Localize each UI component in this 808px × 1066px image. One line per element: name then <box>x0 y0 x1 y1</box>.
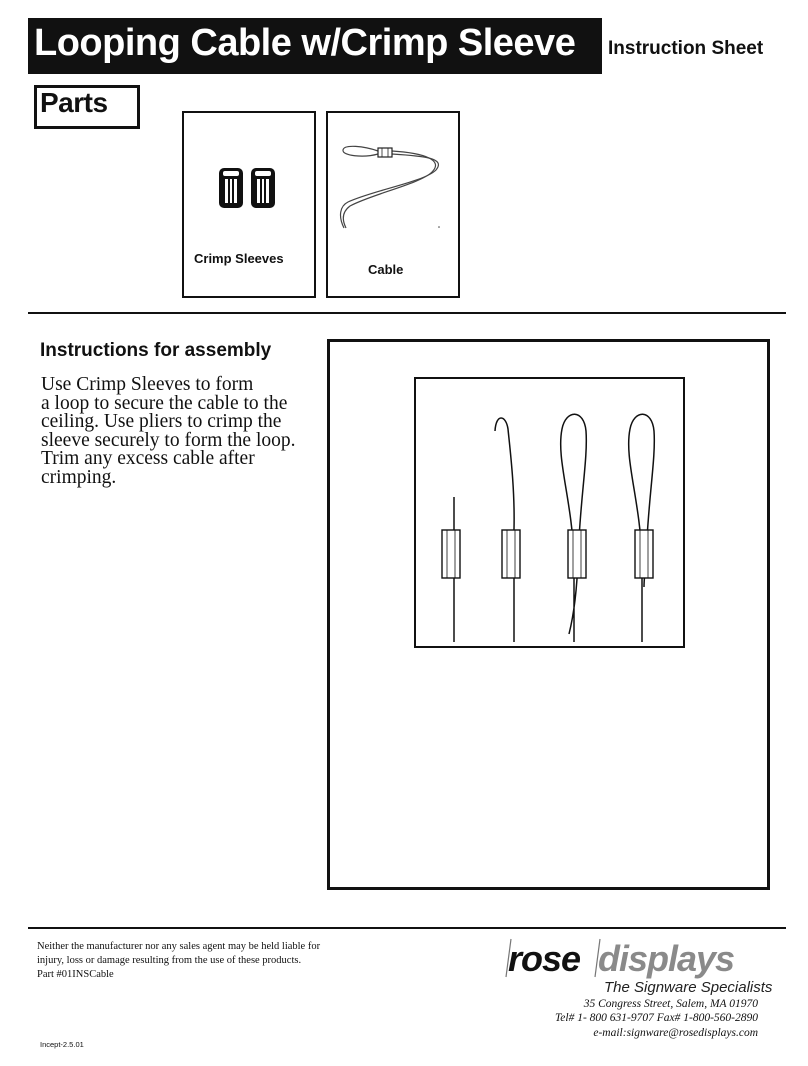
instruction-line: Trim any excess cable after <box>41 448 255 469</box>
instruction-line: crimping. <box>41 466 117 488</box>
rose-displays-logo <box>498 935 760 979</box>
instruction-line: ceiling. Use pliers to crimp the <box>41 411 282 432</box>
part-number: Part #01INSCable <box>37 969 114 980</box>
instruction-line: sleeve securely to form the loop. <box>41 429 296 451</box>
part-label-cable: Cable <box>368 262 404 277</box>
disclaimer-line: Neither the manufacturer nor any sales agent may be held liable for <box>37 941 321 952</box>
revision-code: Incept-2.5.01 <box>40 1040 84 1049</box>
instruction-line: Use Crimp Sleeves to form <box>41 374 254 395</box>
footer-divider <box>28 927 786 929</box>
part-label-crimp-sleeves: Crimp Sleeves <box>194 251 284 266</box>
instructions-heading: Instructions for assembly <box>40 340 272 361</box>
crimp-sleeves-icon <box>218 163 280 213</box>
document-title: Looping Cable w/Crimp Sleeve <box>34 22 576 64</box>
instruction-line: a loop to secure the cable to the <box>41 392 288 414</box>
brand-word-displays: displays <box>598 938 735 979</box>
company-address: 35 Congress Street, Salem, MA 01970 <box>583 998 758 1010</box>
disclaimer-line: injury, loss or damage resulting from the use of these products. <box>37 955 302 966</box>
brand-tagline: The Signware Specialists <box>604 979 773 996</box>
company-phones: Tel# 1- 800 631-9707 Fax# 1-800-560-2890 <box>554 1012 758 1024</box>
instructions-body <box>41 376 326 487</box>
company-email: e-mail:signware@rosedisplays.com <box>593 1027 758 1039</box>
crimp-loop-steps-diagram <box>416 379 679 642</box>
document-subtitle: Instruction Sheet <box>608 38 764 59</box>
liability-disclaimer <box>37 940 397 982</box>
section-divider <box>28 312 786 314</box>
cable-loop-icon <box>334 136 450 236</box>
parts-heading: Parts <box>40 87 108 118</box>
brand-word-rose: rose <box>508 938 581 979</box>
